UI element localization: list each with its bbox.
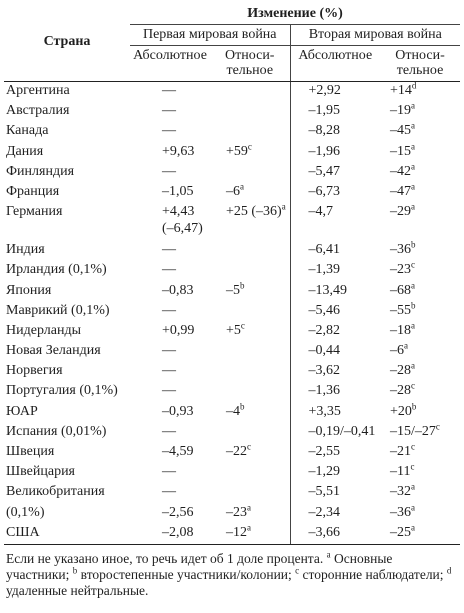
ww1-absolute: — [162, 163, 176, 179]
ww1-absolute: — [162, 383, 176, 399]
ww1-absolute: –4,59 [162, 444, 194, 459]
ww2-absolute: –4,7 [290, 203, 380, 241]
table-row [4, 382, 460, 402]
ww2-relative: –11$^c$ [390, 461, 415, 480]
ww2-absolute: –5,46 [290, 302, 380, 322]
ww2-relative: –28$^c$ [390, 380, 415, 399]
ww1-relative: +25 $(-36)^a$ [226, 201, 286, 220]
country-name: Норвегия [6, 363, 63, 379]
ww2-relative: $+20^b$ [390, 400, 417, 419]
ww1-relative [210, 302, 290, 322]
ww1-absolute: — [162, 103, 176, 119]
ww1-absolute: +4,43 (–6,47) [162, 204, 203, 237]
ww2-relative: –15/–27$^c$ [390, 421, 440, 439]
country-name: Германия [6, 204, 63, 220]
ww1-relative: –22$^c$ [226, 441, 251, 459]
header-ww1: Первая мировая война [130, 25, 290, 46]
ww1-relative [210, 163, 290, 183]
ww2-relative: –19$^a$ [390, 100, 415, 119]
table-row [4, 443, 460, 463]
ww1-absolute: — [162, 262, 176, 278]
ww2-relative: –23$^c$ [390, 259, 415, 278]
ww2-relative: –15$^a$ [390, 140, 415, 159]
table-row [4, 102, 460, 122]
table-row [4, 322, 460, 342]
table-body [4, 82, 460, 545]
ww2-absolute: –3,62 [290, 362, 380, 382]
table-row [4, 302, 460, 322]
ww1-relative [210, 423, 290, 443]
ww1-absolute: –0,83 [162, 282, 194, 298]
ww1-relative: –4$^b$ [226, 400, 245, 419]
header-ww1-relative: Относи- тельное [210, 46, 290, 82]
country-name: (0,1%) [6, 504, 45, 520]
ww2-absolute: +2,92 [290, 82, 380, 103]
table-row [4, 423, 460, 443]
ww2-absolute: –1,95 [290, 102, 380, 122]
ww2-relative: –36$^a$ [390, 501, 415, 520]
country-name: Маврикий (0,1%) [6, 302, 110, 318]
table-row [4, 143, 460, 163]
ww2-absolute: –2,55 [290, 443, 380, 463]
ww1-absolute: +9,63 [162, 143, 195, 159]
table-row [4, 362, 460, 382]
ww2-relative: –45$^a$ [390, 120, 415, 139]
ww1-absolute: — [162, 363, 176, 379]
ww1-absolute: –1,05 [162, 183, 194, 199]
ww2-absolute: –0,44 [290, 342, 380, 362]
ww2-relative: –18$^a$ [390, 320, 415, 338]
ww2-relative: –55$^b$ [390, 300, 416, 318]
ww2-relative: –42$^a$ [390, 161, 415, 179]
ww2-absolute: –5,51 [290, 483, 380, 503]
ww1-absolute: — [162, 343, 176, 359]
ww1-relative: –23$^a$ [226, 501, 251, 520]
ww2-absolute: –1,36 [290, 382, 380, 402]
header-ww2: Вторая мировая война [290, 25, 460, 46]
table-row [4, 282, 460, 302]
ww2-relative: –6$^a$ [390, 340, 408, 359]
ww2-absolute: –1,96 [290, 143, 380, 163]
ww2-absolute: –2,82 [290, 322, 380, 342]
header-ww2-absolute: Абсолютное [290, 46, 380, 82]
ww2-absolute: –1,39 [290, 261, 380, 281]
ww2-relative: –28$^a$ [390, 360, 415, 379]
ww2-relative: –21$^c$ [390, 441, 415, 459]
ww1-relative: –12$^a$ [210, 524, 290, 545]
country-name: Дания [6, 143, 44, 159]
ww2-relative: –36$^b$ [390, 239, 416, 258]
ww1-absolute: — [162, 423, 176, 439]
country-name: Япония [6, 282, 52, 298]
country-name: Великобритания [6, 484, 105, 500]
ww1-relative [210, 82, 290, 103]
country-name: Новая Зеландия [6, 343, 101, 359]
ww1-absolute: — [162, 464, 176, 480]
data-table [4, 3, 460, 545]
table-header [4, 3, 460, 82]
ww1-relative [210, 463, 290, 483]
ww1-relative: $+5^c$ [226, 320, 245, 338]
table-row [4, 463, 460, 483]
ww1-relative [210, 362, 290, 382]
ww1-absolute: — [162, 242, 176, 258]
ww2-absolute: –1,29 [290, 463, 380, 483]
ww2-absolute: –2,34 [290, 504, 380, 524]
ww1-relative: –5$^b$ [226, 279, 245, 298]
country-name: Ирландия (0,1%) [6, 262, 107, 278]
table-row [4, 82, 460, 103]
ww2-absolute: +3,35 [290, 403, 380, 423]
ww1-absolute: — [162, 123, 176, 139]
ww1-absolute: — [162, 302, 176, 318]
ww1-absolute: –0,93 [162, 403, 194, 419]
header-ww1-absolute: Абсолютное [130, 46, 210, 82]
country-name: Испания (0,01%) [6, 423, 107, 439]
header-change: Изменение (%) [130, 3, 460, 25]
country-name: Индия [6, 242, 45, 258]
ww2-relative: –47$^a$ [390, 181, 415, 199]
ww1-absolute: +0,99 [162, 322, 195, 338]
ww2-relative: –29$^a$ [390, 201, 415, 220]
ww1-relative [210, 342, 290, 362]
table-row [4, 403, 460, 423]
ww2-relative: –32$^a$ [390, 481, 415, 500]
ww2-relative: –25$^a$ [380, 524, 460, 545]
ww2-absolute: –3,66 [290, 524, 380, 545]
country-name: Австралия [6, 103, 70, 119]
ww2-absolute: –5,47 [290, 163, 380, 183]
ww1-relative [210, 102, 290, 122]
country-name: Финляндия [6, 163, 75, 179]
country-name: Швейцария [6, 464, 75, 480]
table-row [4, 122, 460, 142]
country-name: Аргентина [6, 83, 70, 98]
table-row [4, 342, 460, 362]
ww2-absolute: –6,41 [290, 241, 380, 261]
ww2-absolute: –6,73 [290, 183, 380, 203]
ww1-absolute: — [162, 83, 176, 98]
ww2-absolute: –0,19/–0,41 [290, 423, 380, 443]
ww1-absolute: –2,56 [162, 504, 194, 520]
ww2-relative: $+14^d$ [390, 80, 417, 98]
ww2-absolute: –13,49 [290, 282, 380, 302]
header-ww2-relative: Относи- тельное [380, 46, 460, 82]
table-row [4, 163, 460, 183]
table-row [4, 183, 460, 203]
ww1-relative [210, 241, 290, 261]
country-name: Канада [6, 123, 49, 139]
country-name: США [4, 524, 130, 545]
ww1-relative [210, 122, 290, 142]
table-row [4, 483, 460, 503]
country-name: Швеция [6, 444, 55, 459]
ww1-relative [210, 382, 290, 402]
ww2-relative: –68$^a$ [390, 279, 415, 298]
header-country: Страна [4, 3, 130, 82]
table-row [4, 203, 460, 241]
ww1-relative [210, 261, 290, 281]
ww1-relative [210, 483, 290, 503]
country-name: Франция [6, 183, 60, 199]
table-row [4, 261, 460, 281]
country-name: Португалия (0,1%) [6, 383, 118, 399]
ww1-absolute: — [162, 484, 176, 500]
table-row [4, 241, 460, 261]
country-name: Нидерланды [6, 322, 81, 338]
ww1-absolute: –2,08 [130, 524, 210, 545]
ww2-absolute: –8,28 [290, 122, 380, 142]
ww1-relative: $+59^c$ [226, 140, 252, 159]
footnote: Если не указано иное, то речь идет об 1 доле процента. $^a$ Основные участники; $^b$ второстепенные участники/колонии; $^c$ сторонние наблюдатели; $^d$ удаленные нейтральные. [6, 549, 452, 598]
table-row [4, 524, 460, 545]
country-name: ЮАР [6, 403, 38, 419]
table-row [4, 504, 460, 524]
ww1-relative: –6$^a$ [226, 181, 244, 199]
